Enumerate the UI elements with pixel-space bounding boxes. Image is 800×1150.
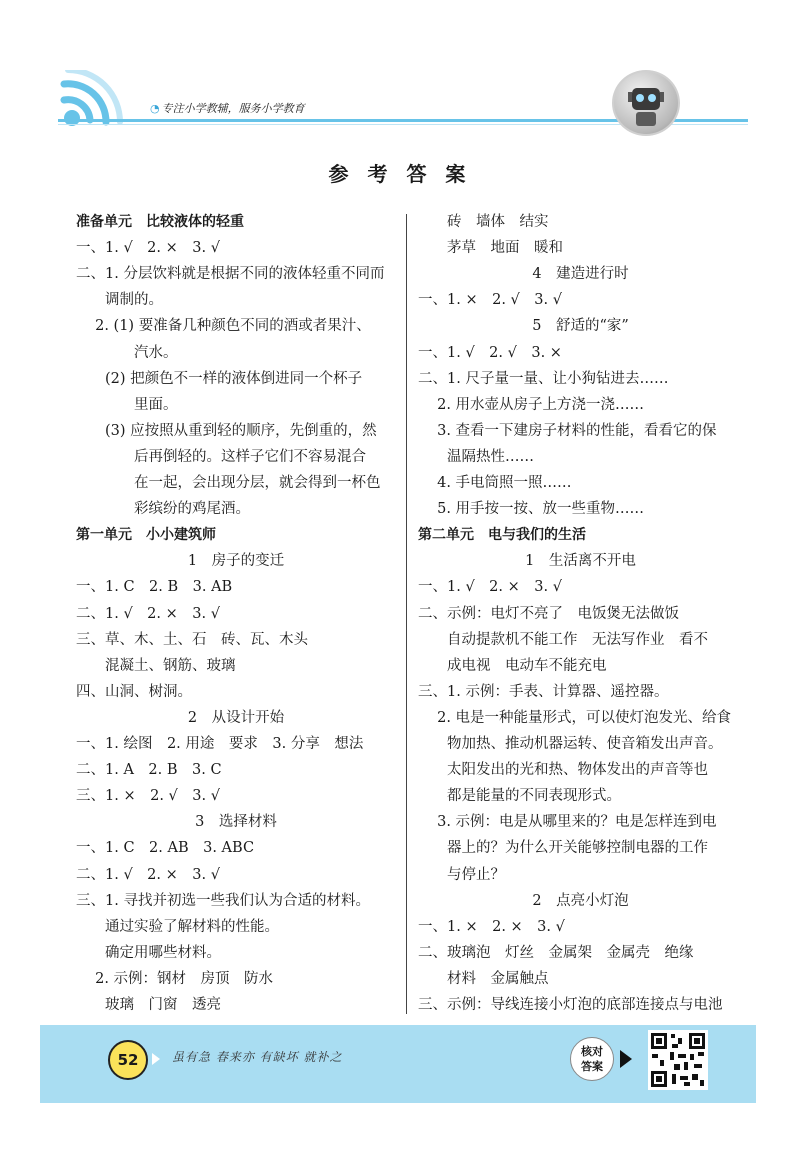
answer-line: 后再倒轻的。这样子它们不容易混合 (76, 448, 366, 465)
answer-line: 确定用哪些材料。 (76, 944, 221, 961)
answer-line: 彩缤纷的鸡尾酒。 (76, 501, 250, 518)
robot-mascot-icon (612, 70, 680, 136)
lesson-heading: 1 房子的变迁 (187, 553, 285, 570)
lesson-heading: 2 从设计开始 (187, 709, 285, 726)
answer-line: 三、草、木、土、石 砖、瓦、木头 (76, 631, 308, 648)
answer-line: 器上的？为什么开关能够控制电器的工作 (418, 840, 708, 857)
answer-line: 与停止？ (418, 866, 505, 883)
answer-line: 二、玻璃泡 灯丝 金属架 金属壳 绝缘 (418, 944, 694, 961)
answer-line: (2) 把颜色不一样的液体倒进同一个杯子 (76, 370, 363, 387)
answer-line: 砖 墙体 结实 (418, 214, 549, 230)
answer-line: 二、1. A 2. B 3. C (76, 762, 222, 779)
answer-line: 调制的。 (76, 292, 163, 309)
column-divider (406, 214, 407, 1014)
answer-line: 二、1. 分层饮料就是根据不同的液体轻重不同而 (76, 266, 385, 283)
answer-line: 在一起，会出现分层，就会得到一杯色 (76, 475, 381, 491)
answer-line: 一、1. × 2. × 3. √ (418, 918, 565, 935)
unit-heading: 准备单元 比较液体的轻重 (76, 214, 244, 230)
answer-line: 三、1. × 2. √ 3. √ (76, 788, 220, 805)
unit-heading: 第一单元 小小建筑师 (76, 527, 216, 544)
answer-line: 一、1. C 2. B 3. AB (76, 579, 233, 596)
footer-motto: 虽有急 春来亦 有缺坏 就补之 (172, 1050, 343, 1064)
answer-line: 四、山洞、树洞。 (76, 683, 192, 700)
answer-line: 物加热、推动机器运转、使音箱发出声音。 (418, 736, 723, 752)
qr-code-icon[interactable] (648, 1030, 708, 1090)
answer-line: 三、1. 寻找并初选一些我们认为合适的材料。 (76, 892, 370, 909)
check-label-bottom: 答案 (581, 1060, 603, 1073)
answer-line: 一、1. √ 2. × 3. √ (418, 579, 562, 596)
answer-line: 混凝土、钢筋、玻璃 (76, 657, 236, 674)
answer-line: 玻璃 门窗 透亮 (76, 997, 221, 1013)
answer-line: 通过实验了解材料的性能。 (76, 918, 279, 935)
answer-line: 一、1. √ 2. × 3. √ (76, 240, 220, 257)
lesson-heading: 2 点亮小灯泡 (532, 892, 629, 909)
lesson-heading: 5 舒适的“家” (532, 318, 629, 335)
play-triangle-icon (152, 1053, 160, 1065)
answer-line: 2. 示例：钢材 房顶 防水 (76, 970, 274, 987)
answer-line: 自动提款机不能工作 无法写作业 看不 (418, 631, 708, 648)
answer-line: 温隔热性…… (418, 448, 534, 465)
answer-line: 二、示例：电灯不亮了 电饭煲无法做饭 (418, 605, 679, 622)
unit-heading: 第二单元 电与我们的生活 (418, 527, 586, 544)
answer-line: 2. 用水壶从房子上方浇一浇…… (418, 396, 645, 413)
check-label-top: 核对 (581, 1045, 603, 1058)
check-answers-button[interactable] (570, 1037, 614, 1081)
answer-line: 3. 示例：电是从哪里来的？电是怎样连到电 (418, 814, 717, 831)
answer-line: 二、1. √ 2. × 3. √ (76, 605, 220, 622)
answer-line: 2. 电是一种能量形式，可以使灯泡发光、给食 (418, 709, 732, 726)
answer-line: 4. 手电筒照一照…… (418, 475, 572, 491)
answer-line: 汽水。 (76, 344, 178, 361)
header-slogan: ◔ 专注小学教辅，服务小学教育 (150, 102, 305, 115)
arrow-right-icon (620, 1050, 632, 1068)
answer-line: 茅草 地面 暖和 (418, 240, 563, 257)
answer-line: 里面。 (76, 396, 178, 413)
lesson-heading: 1 生活离不开电 (525, 553, 636, 570)
answer-line: 都是能量的不同表现形式。 (418, 788, 621, 805)
page-number-badge: 52 (108, 1040, 148, 1080)
signal-icon: ◔ (150, 102, 160, 115)
page-title: 参 考 答 案 (328, 162, 472, 186)
answer-line: 二、1. √ 2. × 3. √ (76, 866, 220, 883)
answer-line: 二、1. 尺子量一量、让小狗钻进去…… (418, 370, 669, 387)
answer-line: 一、1. √ 2. √ 3. × (418, 344, 562, 361)
answer-line: 2. (1) 要准备几种颜色不同的酒或者果汁、 (76, 318, 371, 335)
answer-line: 一、1. C 2. AB 3. ABC (76, 840, 255, 857)
lesson-heading: 4 建造进行时 (532, 266, 629, 283)
answer-line: 三、1. 示例：手表、计算器、遥控器。 (418, 683, 669, 700)
answer-line: 3. 查看一下建房子材料的性能，看看它的保 (418, 422, 717, 439)
answer-line: 三、示例：导线连接小灯泡的底部连接点与电池 (418, 997, 723, 1013)
answer-line: (3) 应按照从重到轻的顺序，先倒重的，然 (76, 422, 377, 439)
answer-line: 一、1. 绘图 2. 用途 要求 3. 分享 想法 (76, 736, 364, 752)
answer-line: 一、1. × 2. √ 3. √ (418, 292, 562, 309)
answer-line: 5. 用手按一按、放一些重物…… (418, 501, 645, 518)
lesson-heading: 3 选择材料 (195, 814, 277, 831)
answer-line: 材料 金属触点 (418, 970, 549, 987)
answer-line: 成电视 电动车不能充电 (418, 657, 607, 674)
answer-line: 太阳发出的光和热、物体发出的声音等也 (418, 762, 708, 779)
